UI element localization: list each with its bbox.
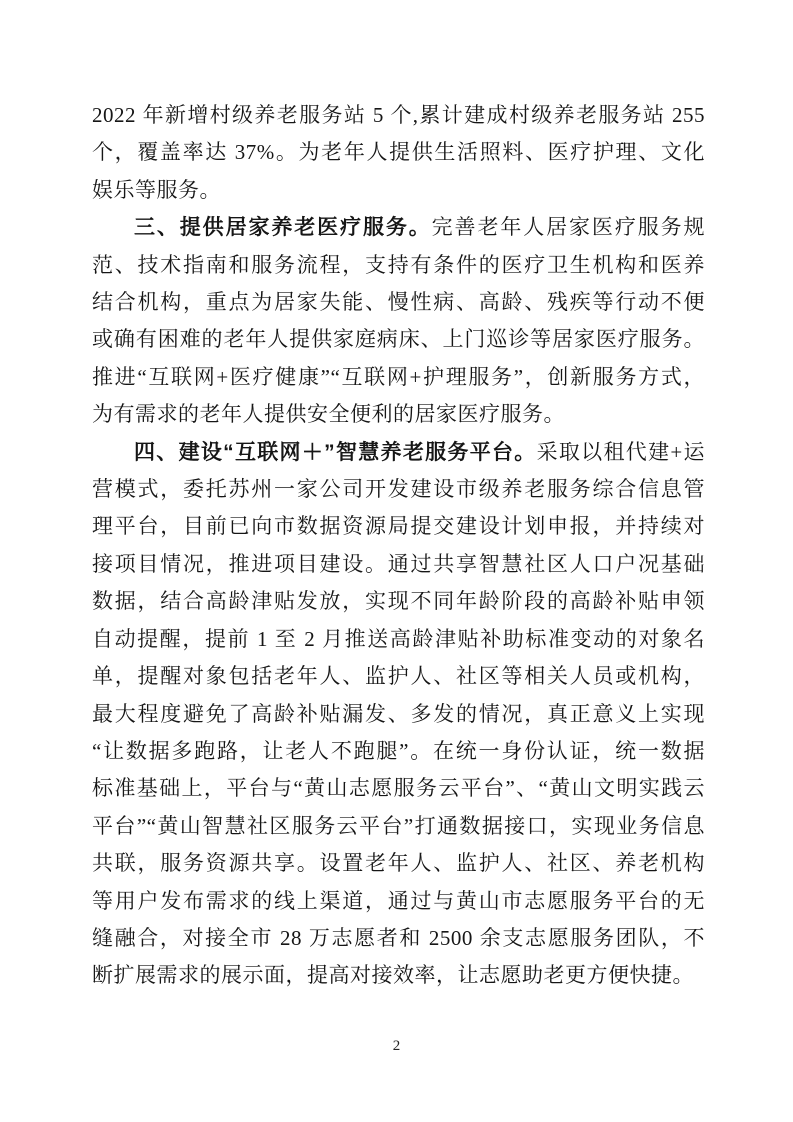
body-text: 范、技术指南和服务流程，支持有条件的医疗卫生机构和医养 (92, 252, 705, 277)
text-line (92, 471, 705, 508)
body-text: 娱乐等服务。 (92, 177, 221, 202)
text-line (92, 396, 705, 433)
section-heading: 三、提供居家养老医疗服务。 (134, 216, 432, 240)
body-text: 等用户发布需求的线上渠道，通过与黄山市志愿服务平台的无 (92, 888, 705, 913)
text-line (92, 658, 705, 695)
body-text: 2022 年新增村级养老服务站 5 个,累计建成村级养老服务站 255 (92, 103, 705, 127)
text-line (92, 583, 705, 620)
text-line (92, 134, 705, 171)
text-line (92, 808, 705, 845)
text-line (92, 883, 705, 920)
body-text: 断扩展需求的展示面，提高对接效率，让志愿助老更方便快捷。 (92, 963, 694, 988)
text-line (92, 359, 705, 396)
body-text: 平台”“黄山智慧社区服务云平台”打通数据接口，实现业务信息 (92, 813, 705, 838)
body-text: 数据，结合高龄津贴发放，实现不同年龄阶段的高龄补贴申领 (92, 589, 705, 614)
body-text: 理平台，目前已向市数据资源局提交建设计划申报，并持续对 (92, 514, 705, 539)
text-line (92, 770, 705, 807)
page-number: 2 (392, 1038, 401, 1054)
body-text: 推进“互联网+医疗健康”“互联网+护理服务”，创新服务方式， (92, 364, 705, 389)
body-text: 营模式，委托苏州一家公司开发建设市级养老服务综合信息管 (92, 477, 705, 502)
body-text: 共联，服务资源共享。设置老年人、监护人、社区、养老机构 (92, 851, 705, 876)
body-text: 接项目情况，推进项目建设。通过共享智慧社区人口户况基础 (92, 551, 705, 576)
body-text: 个，覆盖率达 37%。为老年人提供生活照料、医疗护理、文化 (92, 140, 705, 165)
page-footer (0, 1038, 793, 1055)
text-line (92, 508, 705, 545)
text-line (92, 97, 705, 134)
text-line (92, 696, 705, 733)
body-text: 标准基础上，平台与“黄山志愿服务云平台”、“黄山文明实践云 (92, 776, 705, 801)
text-line (92, 733, 705, 770)
text-line (92, 172, 705, 209)
body-text: 缝融合，对接全市 28 万志愿者和 2500 余支志愿服务团队，不 (92, 925, 705, 950)
body-text: 或确有困难的老年人提供家庭病床、上门巡诊等居家医疗服务。 (92, 327, 705, 352)
text-line (92, 284, 705, 321)
body-text: 结合机构，重点为居家失能、慢性病、高龄、残疾等行动不便 (92, 290, 705, 315)
body-text: 完善老年人居家医疗服务规 (431, 215, 706, 240)
text-line (92, 845, 705, 882)
document-body (92, 97, 705, 995)
text-line (92, 209, 705, 246)
body-text: 自动提醒，提前 1 至 2 月推送高龄津贴补助标准变动的对象名 (92, 626, 705, 651)
text-line (92, 621, 705, 658)
body-text: “让数据多跑路，让老人不跑腿”。在统一身份认证，统一数据 (92, 738, 705, 763)
body-text: 为有需求的老年人提供安全便利的居家医疗服务。 (92, 402, 565, 427)
text-line (92, 321, 705, 358)
body-text: 最大程度避免了高龄补贴漏发、多发的情况，真正意义上实现 (92, 701, 705, 726)
text-line (92, 546, 705, 583)
text-line (92, 247, 705, 284)
text-line (92, 920, 705, 957)
body-text: 采取以租代建+运 (536, 439, 705, 464)
text-line (92, 957, 705, 994)
section-heading: 四、建设“互联网＋”智慧养老服务平台。 (134, 440, 537, 464)
text-line (92, 434, 705, 471)
body-text: 单，提醒对象包括老年人、监护人、社区等相关人员或机构， (92, 664, 705, 689)
